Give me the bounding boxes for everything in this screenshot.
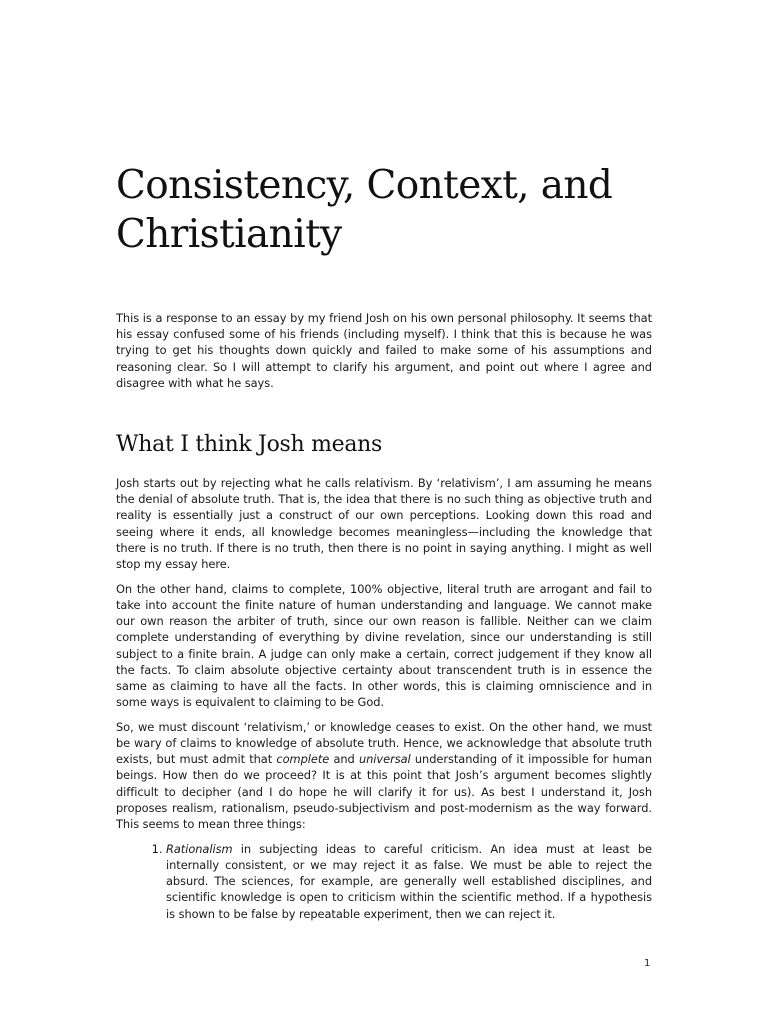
list-item-text: in subjecting ideas to careful criticism. An idea must at least be internally consistent, or we may reject it as false. We must be able to reject the absurd. The sciences, for example, are generally well established disciplines, and scientific knowledge is open to criticism within the scientific method. If a hypothesis is shown to be false by repeatable experiment, then we can reject it. (166, 841, 652, 921)
section-heading: What I think Josh means (116, 432, 383, 457)
list-item (166, 841, 652, 922)
paragraph-3 (116, 719, 652, 832)
paragraph-3-text-b: and (329, 752, 359, 767)
paragraph-1: Josh starts out by rejecting what he calls relativism. By ‘relativism’, I am assuming he means the denial of absolute truth. That is, the idea that there is no such thing as objective truth and reality is essentially just a construct of our own perceptions. Looking down this road and seeing where it ends, all knowledge becomes meaningless—including the knowledge that there is no truth. If there is no truth, then there is no point in saying anything. I might as well stop my essay here. (116, 476, 652, 572)
section-body (116, 475, 652, 922)
numbered-list (116, 841, 652, 922)
emphasis-universal: universal (358, 752, 411, 767)
page-number: 1 (644, 958, 651, 969)
paragraph-2: On the other hand, claims to complete, 100% objective, literal truth are arrogant and fail to take into account the finite nature of human understanding and language. We cannot make our own reason the arbiter of truth, since our own reason is fallible. Neither can we claim complete understanding of everything by divine revelation, since our understanding is still subject to a finite brain. A judge can only make a certain, correct judgement if they know all the facts. To claim absolute objective certainty about transcendent truth is in essence the same as claiming to have all the facts. In other words, this is claiming omniscience and in some ways is equivalent to claiming to be God. (116, 581, 652, 710)
paragraph-3-text-c: understanding of it impossible for human beings. How then do we proceed? It is at this point that Josh’s argument becomes slightly difficult to decipher (and I do hope he will clarify it for us). As best I understand it, Josh proposes realism, rationalism, pseudo-subjectivism and post-modernism as the way forward. This seems to mean three things: (116, 752, 653, 832)
emphasis-complete: complete (276, 752, 330, 767)
list-item-term: Rationalism (166, 841, 233, 856)
intro-paragraph: This is a response to an essay by my friend Josh on his own personal philosophy. It seems that his essay confused some of his friends (including myself). I think that this is because he was trying to get his thoughts down quickly and failed to make some of his assumptions and reasoning clear. So I will attempt to clarify his argument, and point out where I agree and disagree with what he says. (116, 311, 652, 390)
paragraph-3-text-a: So, we must discount ‘relativism,’ or knowledge ceases to exist. On the other hand, we must be wary of claims to knowledge of absolute truth. Hence, we acknowledge that absolute truth exists, but must admit that (116, 719, 652, 767)
document-title: Consistency, Context, and Christianity (116, 163, 613, 257)
